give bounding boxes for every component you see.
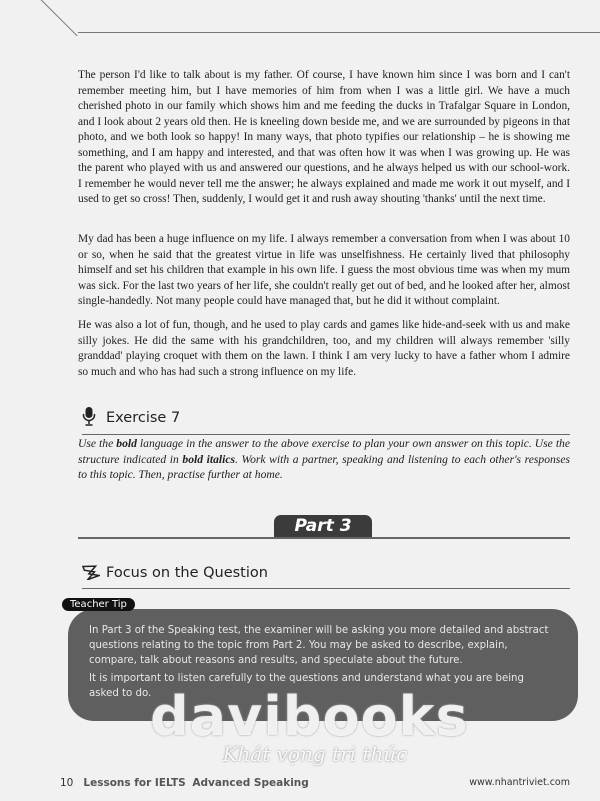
book-subtitle: Advanced Speaking <box>192 777 309 789</box>
exercise-title: Exercise 7 <box>106 410 181 426</box>
header-rule <box>78 32 600 33</box>
exercise-instructions <box>78 436 570 483</box>
header-corner-line <box>37 0 77 36</box>
paragraph-text: He was also a lot of fun, though, and he used to play cards and games like hide-and-seek with us and make silly jokes. He did the same with his grandchildren, too, and my children will always remember 'silly granddad' playing croquet with them on the lawn. I think I am very lucky to have a father whom I admire so much and who has had such a strong influence on my life. <box>78 319 570 378</box>
part-3-tab: Part 3 <box>274 515 372 537</box>
instr-bold: bold <box>116 437 137 450</box>
teacher-tip-label: Teacher Tip <box>62 598 135 611</box>
part-rule <box>78 537 570 539</box>
paragraph-text: My dad has been a huge influence on my life. I always remember a conversation from when I was about 10 or so, when he said that the greatest virtue in life was unselfishness. He certainly lived that philosophy himself and set his children that example in his own life. I guess the most obvious time was when my mum was sick. For the last two years of her life, she couldn't really get out of bed, and he looked after her, almost single-handedly. Not many people could have managed that, but he did it without complaint. <box>78 233 570 307</box>
passage-paragraph <box>78 318 570 380</box>
watermark-tagline: Khát vọng tri thức <box>222 742 408 766</box>
page-number: 10 <box>60 777 74 789</box>
passage-paragraph <box>78 68 570 208</box>
exercise-7-heading <box>82 406 570 435</box>
book-title: Lessons for IELTS <box>83 777 186 789</box>
hourglass-icon <box>82 562 100 584</box>
focus-title: Focus on the Question <box>106 565 268 581</box>
instr-text: . Work with a partner, speaking and listening to each other's responses to this topic. Then, practise further at home. <box>78 452 570 481</box>
watermark-brand: davibooks <box>150 685 469 748</box>
passage-paragraph <box>78 232 570 310</box>
footer-url: www.nhantriviet.com <box>469 777 570 788</box>
instr-text: Use the <box>78 437 117 450</box>
footer-left <box>60 777 309 789</box>
microphone-icon <box>82 406 100 430</box>
instr-text: language in the answer to the above exercise to plan your own answer on this topic. Use the structure indicated in <box>78 437 570 466</box>
tip-text: It is important to listen carefully to the questions and understand what you are being asked to do. <box>89 673 524 699</box>
paragraph-text: The person I'd like to talk about is my father. Of course, I have known him since I was born and I can't remember meeting him, but I have memories of him from when I was a little girl. We have a much cherished photo in our family which shows him and me feeding the ducks in Trafalgar Square in London, and I look about 2 years old then. He is kneeling down beside me, and we are surrounded by pigeons in that photo, and we both look so happy! In many ways, that photo typifies our relationship – he is showing me something, and I am happy and interested, and that was often how it was when I was growing up. He was the parent who played with us and answered our questions, and he always helped us with our school-work. I remember he would never tell me the answer; he always explained and made me work it out myself, and I used to get so cross! Then, suddenly, I would get it and rush away shouting 'thanks' until the next time. <box>78 69 570 205</box>
instr-bold: bold italics <box>182 452 235 466</box>
focus-heading <box>82 562 570 589</box>
tip-text: In Part 3 of the Speaking test, the examiner will be asking you more detailed and abstract questions relating to the topic from Part 2. You may be asked to describe, explain, compare, talk about reasons and results, and speculate about the future. <box>89 625 549 666</box>
